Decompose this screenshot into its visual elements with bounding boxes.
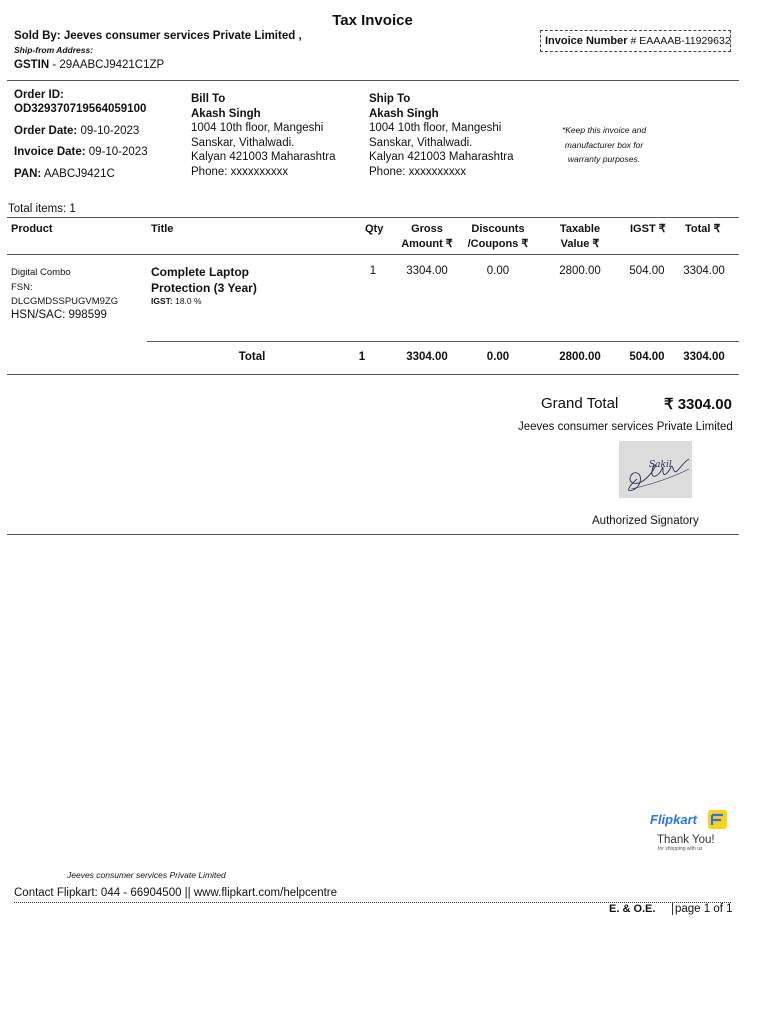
th-product: Product: [11, 223, 53, 235]
totals-label: Total: [238, 351, 266, 363]
row-fsn-value: DLCGMDSSPUGVM9ZG: [11, 296, 119, 307]
gstin: [14, 59, 164, 71]
invoice-title: Tax Invoice: [332, 12, 413, 29]
ship-to-heading: Ship To: [369, 93, 411, 105]
pan-value: AABCJ9421C: [41, 168, 115, 180]
logo-brand: Flipkart: [650, 812, 697, 827]
th-igst: IGST ₹: [630, 223, 666, 235]
row-taxable: 2800.00: [559, 265, 601, 277]
table-header-divider: [7, 254, 739, 255]
logo-thanks: Thank You!: [657, 834, 715, 846]
bill-to-block: [191, 92, 361, 179]
th-discounts-line2: /Coupons ₹: [467, 237, 529, 250]
th-taxable-line2: Value ₹: [560, 237, 600, 250]
row-total: 3304.00: [683, 265, 725, 277]
signature-text: Sakil: [649, 460, 672, 470]
signing-company: Jeeves consumer services Private Limited: [518, 421, 733, 433]
ship-to-block: [369, 92, 539, 179]
row-gross: 3304.00: [406, 265, 448, 277]
invoice-number-value: # EAAAAB-11929632: [627, 35, 731, 47]
order-id-label: Order ID:: [14, 89, 64, 101]
totals-total: 3304.00: [683, 351, 725, 363]
sold-by: Sold By: Jeeves consumer services Private Limited ,: [14, 30, 302, 42]
totals-qty: 1: [358, 351, 366, 363]
flipkart-logo: [648, 808, 732, 854]
signature-image: [619, 441, 692, 498]
invoice-number-box: [540, 30, 731, 52]
totals-divider: [147, 341, 739, 342]
row-product-name: Digital Combo: [11, 267, 71, 278]
signature-graphic: [619, 441, 692, 498]
warranty-line1: *Keep this invoice and: [561, 125, 647, 135]
header-divider: [7, 80, 739, 81]
order-date-value: 09-10-2023: [77, 125, 140, 137]
order-date: [14, 125, 139, 137]
row-title-line1: Complete Laptop: [151, 265, 249, 279]
warranty-line2: manufacturer box for: [564, 139, 644, 150]
footer-company: Jeeves consumer services Private Limited: [67, 870, 226, 880]
gstin-label: GSTIN: [14, 59, 50, 71]
bill-to-line3: Kalyan 421003 Maharashtra: [191, 151, 336, 163]
total-items: Total items: 1: [8, 203, 76, 215]
warranty-note: [548, 123, 660, 167]
table-top-divider: [7, 217, 739, 218]
page-indicator: page 1 of 1: [672, 903, 733, 915]
row-igst-rate-value: 18.0 %: [172, 296, 202, 306]
eoe-label: E. & O.E.: [609, 903, 656, 915]
th-discounts: [464, 222, 532, 251]
bill-to-phone: Phone: xxxxxxxxxx: [191, 165, 289, 178]
th-title: Title: [151, 223, 174, 235]
contact-line: Contact Flipkart: 044 - 66904500 || www.flipkart.com/helpcentre: [14, 887, 338, 899]
row-qty: 1: [369, 265, 377, 277]
ship-to-line3: Kalyan 421003 Maharashtra: [369, 151, 514, 163]
pan: [14, 168, 115, 180]
totals-gross: 3304.00: [406, 351, 448, 363]
bill-to-line1: 1004 10th floor, Mangeshi: [191, 122, 324, 134]
th-gross-line2: Amount ₹: [401, 237, 453, 250]
invoice-date: [14, 146, 148, 158]
th-gross: [395, 222, 459, 251]
th-taxable: [552, 222, 608, 251]
bill-to-name: Akash Singh: [191, 107, 261, 120]
ship-to-line2: Sanskar, Vithalwadi.: [369, 136, 473, 149]
ship-to-phone: Phone: xxxxxxxxxx: [369, 165, 467, 178]
ship-to-name: Akash Singh: [369, 107, 439, 120]
totals-discount: 0.00: [486, 351, 510, 363]
grand-total-value: ₹ 3304.00: [664, 396, 732, 413]
row-title: [151, 265, 321, 296]
row-fsn-label: FSN:: [11, 281, 33, 293]
authorized-signatory: Authorized Signatory: [592, 515, 699, 527]
flipkart-logo-graphic: [648, 808, 732, 854]
row-product: [11, 266, 118, 310]
row-igst-rate: [151, 296, 202, 306]
order-id-value: OD329370719564059100: [14, 103, 147, 115]
th-total: Total ₹: [685, 223, 721, 235]
totals-igst: 504.00: [629, 351, 665, 363]
invoice-date-value: 09-10-2023: [85, 146, 148, 158]
invoice-number-label: Invoice Number: [545, 35, 628, 47]
bill-to-heading: Bill To: [191, 93, 226, 105]
gstin-value: - 29AABCJ9421C1ZP: [49, 59, 165, 71]
warranty-line3: warranty purposes.: [567, 154, 641, 164]
grand-total-label: Grand Total: [541, 395, 619, 412]
table-bottom-divider: [7, 374, 739, 375]
th-gross-line1: Gross: [411, 223, 443, 235]
order-date-label: Order Date:: [14, 125, 78, 137]
row-igst-rate-label: IGST:: [151, 296, 173, 306]
th-discounts-line1: Discounts: [471, 223, 525, 235]
row-title-line2: Protection (3 Year): [151, 280, 257, 295]
row-hsn: HSN/SAC: 998599: [11, 309, 107, 321]
totals-taxable: 2800.00: [559, 351, 601, 363]
row-igst: 504.00: [629, 265, 665, 277]
ship-from-label: Ship-from Address:: [14, 45, 94, 55]
row-discount: 0.00: [486, 265, 510, 277]
invoice-date-label: Invoice Date:: [14, 146, 86, 158]
th-taxable-line1: Taxable: [559, 223, 601, 235]
logo-tagline: for shopping with us: [658, 846, 703, 852]
signature-divider: [7, 534, 739, 535]
pan-label: PAN:: [14, 168, 42, 180]
th-qty: Qty: [365, 223, 384, 235]
bill-to-line2: Sanskar, Vithalwadi.: [191, 136, 295, 149]
ship-to-line1: 1004 10th floor, Mangeshi: [369, 122, 502, 134]
